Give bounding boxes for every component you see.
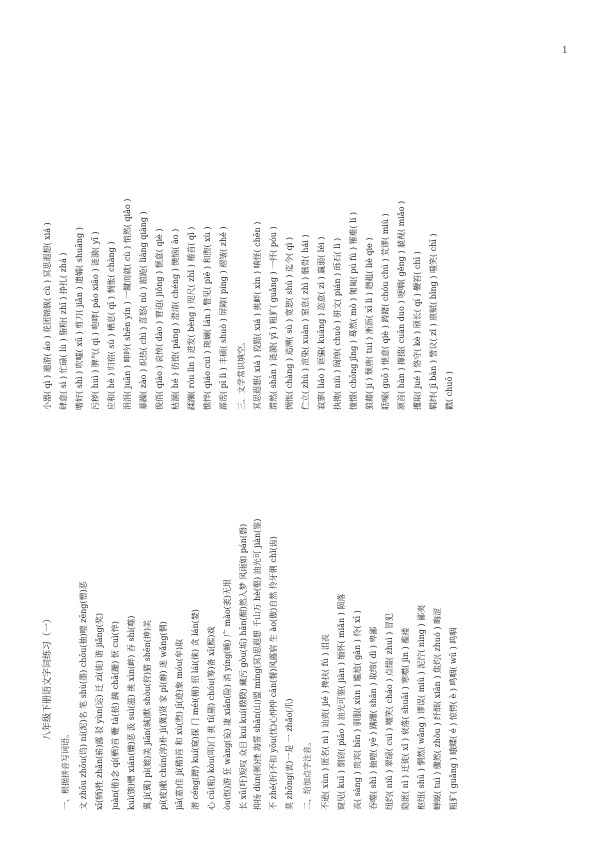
page-number: 1 (562, 46, 568, 56)
column-3 (40, 30, 250, 410)
text-line: 聒噪( guō ) 惬意( qiè ) 踌躇( chóu chú ) 荒谬( miù ) (381, 213, 390, 410)
text-line: 不 zhé(折)不扣 yōu(忧)心忡忡 cān(餐)风露宿 生 ào(傲)自然 伶牙俐 chǐ(齿) (269, 536, 278, 810)
text-line: 暴躁( zào ) 炽热( chì ) 喜怒( nù ) 踉跄( liàng qiàng ) (139, 211, 148, 410)
text-line: 莫 zhōng(衷)一是 一 zhǎo(爪) (285, 698, 294, 810)
text-line: 冥思遐想( xiá ) 狡黠( xiá ) 挑衅( xìn ) 嗔怪( chēn ) (253, 221, 262, 410)
text-line: 攫取( jué ) 恪守( kè ) 颀长( qí ) 鞭笞( chī ) (413, 251, 422, 410)
text-line: 伫立( zhù ) 渲染( xuàn ) 窒息( zhì ) 骸骨( hái ) (301, 234, 310, 410)
text-line: 霹雳( pī lì ) 丰硕( shuò ) 屏障( píng ) 褶皱( zhě ) (219, 226, 228, 410)
text-line: 粗犷( guǎng ) 蛾蝶( é ) 惊愕( è ) 鸣咽( wū ) 呜咽 (449, 627, 458, 810)
column-4 (250, 30, 460, 410)
text-line: 枢纽( shū ) 惘然( wǎng ) 谬误( miù ) 泥泞( nìng ) 鄙夷 (417, 604, 426, 810)
worksheet-title: 八年级下册语文字词练习（一） (43, 613, 53, 740)
text-line: 颔首( hàn ) 撺掇( cuān duo ) 哽咽( gěng ) 藐视( miǎo ) (397, 200, 406, 410)
text-line: 憧憬( chōng jǐng ) 蓦然( mò ) 匍匐( pú fú ) 罹难( lí ) (349, 212, 358, 410)
column-2 (250, 410, 460, 810)
text-line: 狼藉( jí ) 颓唐( tuí ) 淅沥( xī lì ) 趔趄( liè qie ) (365, 237, 374, 410)
text-line: 小器( qì ) 遨游( áo ) 花团锦簇( cù ) 冥思遐想( xiá ) (43, 222, 52, 410)
text-line: 羁绊( jī bàn ) 訾议( zǐ ) 禀赋( bǐng ) 嗤笑( chī ) (429, 233, 438, 410)
text-line: 长 xū(吁)短叹 众目 kuí kuí(睽睽) 藏污 gòu(垢) hān(酣)然入梦 风雨如 pán(磐) (239, 523, 248, 810)
text-line: juàn(倦)念 qí(栖)首 鞭 tà(挞) 蹒 chā(跚) 恹 cuì(悴) (111, 621, 120, 810)
text-line: kuì(馈)赠 xián(嫌)恶 汲 suì(滋) 挑 xìn(衅) 吞 shì(噬) (127, 615, 136, 810)
text-line: 惆怅( chàng ) 追溯( sù ) 宽恕( shù ) 迄今( qì ) (285, 237, 294, 410)
text-line: 吞噬( shì ) 抽噎( yē ) 蹒跚( shān ) 取缔( dì ) 卑鄙 (369, 626, 378, 810)
section-heading: 三、文学常识填空。 (237, 338, 246, 410)
text-line: 蝉蜕( tuì ) 骤然( zhòu ) 纤细( xiān ) 焦灼( zhuó ) 晦涩 (433, 607, 442, 810)
text-line: 污秽( huì ) 脾气( qì ) 咆哮( páo xiāo ) 涟漪( yī ) (91, 231, 100, 410)
text-line: 憔悴( qiáo cuì ) 斑斓( lán ) 瞥见( piē ) 和煦( xù ) (203, 226, 212, 410)
text-line: xī(牺)牲 zhǎn(崭)露 驳 yùn(运) 迁 zì(徙) 谐 jiǎng(奖) (95, 612, 104, 810)
text-line: 纽约( niǔ ) 翠绿( cuì ) 嘲笑( cháo ) 点缀( zhuì ) 冒犯 (385, 613, 394, 810)
section-heading: 二、给加点字注音。 (303, 738, 312, 810)
text-line: 肆意( sì ) 忙碌( lù ) 脂粉( zhī ) 挣扎( zhá ) (59, 252, 68, 410)
text-line: òu(怄)游 狂 wàng(妄) 凄 xiǎn(险) 消 yíng(蝇) 广 mào(袤)无垠 (223, 579, 232, 810)
text-line: 俊俏( qiào ) 哀悼( dào ) 窘迫( jiǒng ) 惬意( qiè ) (155, 228, 164, 410)
text-line: 枯涸( hé ) 彷徨( páng ) 澄清( chéng ) 懊恼( ào ) (171, 228, 180, 410)
text-line: jiā(嘉)佳 jì(稽)首 和 xù(煦) jī(迹)象 móu(牟)取 (175, 638, 184, 810)
text-line: 涓涓( juān ) 呻吟( shēn yín ) 一蹴而就( cù ) 悄然( qiǎo ) (123, 198, 132, 410)
text-line: 戳( chuō ) (445, 371, 454, 410)
text-line: 心 cū(粗) kòu(叩)门 挑 tī(剔) chóu(筹)备 xī(熙)戏 (207, 626, 216, 810)
text-line: 应和( hè ) 归宿( sù ) 栖息( qī ) 惆怅( chàng ) (107, 241, 116, 410)
text-line: 蹂躏( róu lìn ) 迸发( bèng ) 咫尺( zhǐ ) 稽首( qǐ ) (187, 226, 196, 410)
text-line: 文 zhōu zhōu(诌) ní(泥)名 笔 shù(墨) chōu(抽)噎 zēng(憎)恶 (79, 581, 88, 810)
text-line: 翼 jì(翼) pì(媲)美 jiān(缄)默 shòu(狩)猎 shēn(抻)美 (143, 620, 152, 810)
text-line: pí(疲)敝 chún(淳)朴 jì(冀)贤 家 pǐ(癖) 迷 wǎng(惘) (159, 621, 168, 810)
section-heading: 一、根据拼音写词语。 (61, 730, 70, 810)
column-1 (40, 410, 250, 810)
text-line: 潸然( shān ) 涟漪( yī ) 粗犷( guǎng ) 一抔( póu ) (269, 226, 278, 410)
text-line: 嗜好( shì ) 吹嘘( xū ) 剪刀( jiǎn ) 遗孀( shuāng ) (75, 227, 84, 410)
text-line: 抑扬 dùn(顿)挫 海誓 shān(山)盟 míng(冥)思遐想 千山万 hè(壑) 油光可 jiàn(鉴) (253, 518, 262, 810)
text-line: 窥见( kuī ) 剽窃( piāo ) 油光可鉴( jiàn ) 缅怀( miǎn ) 陨落 (337, 593, 346, 810)
text-line: 潜 céng(蹭) kuí(窥)探 门 méi(楣) 招 lái(徕) 贪 lán(婪) (191, 609, 200, 810)
text-line: 执拗( niù ) 阔绰( chuò ) 骈文( pián ) 砾石( lì ) (333, 237, 342, 410)
text-line: 隐匿( nì ) 迁徙( xǐ ) 衰落( shuāi ) 寒噤( jìn ) 褴褛 (401, 627, 410, 810)
text-line: 丧( sàng ) 贵宾( bīn ) 驯服( xùn ) 尴尬( gān ) 伶( xī ) (353, 610, 362, 810)
text-line: 寂寥( liáo ) 诓骗( kuāng ) 恣意( zì ) 羸弱( léi ) (317, 236, 326, 410)
text-line: 不逊( xùn ) 匿名( nì ) 讪责( jié ) 搀扶( fú ) 沮丧 (321, 634, 330, 810)
